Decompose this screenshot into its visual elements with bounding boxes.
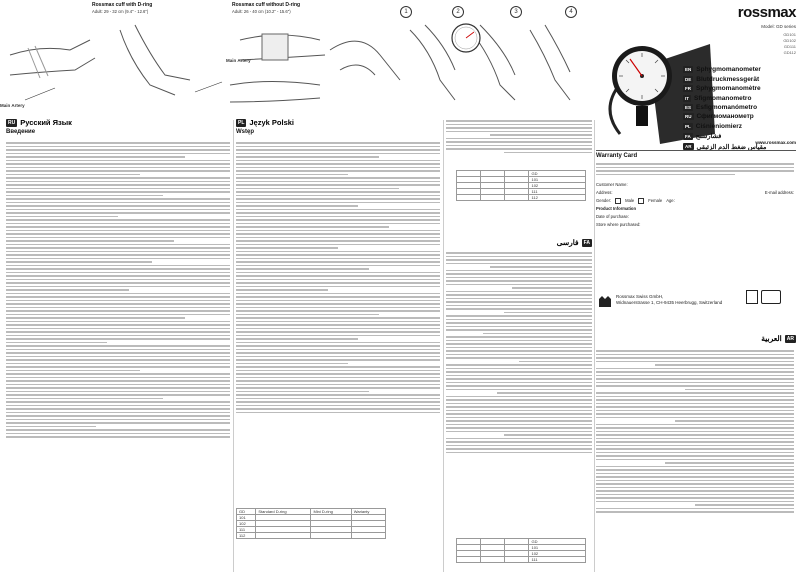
polish-model-table: GD Standard D-ring Mini D-ring Warianty 101 102 111 112 xyxy=(236,508,386,539)
product-name-list xyxy=(683,64,766,153)
russian-section-title: RU Русский Язык xyxy=(8,118,72,127)
persian-top-text xyxy=(446,118,592,155)
website-link[interactable]: www.rossmax.com xyxy=(755,140,796,145)
date-of-purchase-field[interactable]: Date of purchase: xyxy=(596,214,630,219)
brand-logo: rossmax xyxy=(737,4,796,21)
step-number: 4 xyxy=(565,6,577,18)
persian-bottom-table: GD 101 102 111 xyxy=(456,538,586,563)
polish-section xyxy=(236,118,442,573)
warranty-card xyxy=(596,150,796,281)
polish-section-title: PL Język Polski xyxy=(238,118,295,127)
step-number: 3 xyxy=(510,6,522,18)
arabic-section xyxy=(596,334,796,574)
step-number: 2 xyxy=(452,6,464,18)
product-name-ru: RU Сфигмоманометр xyxy=(685,113,754,121)
russian-intro-heading: Введение xyxy=(6,129,36,135)
russian-body-text xyxy=(6,140,230,440)
product-name-fa: FA فشارسنج xyxy=(685,133,722,141)
product-info-heading: Product Information xyxy=(596,206,637,211)
step-number: 1 xyxy=(400,6,412,18)
product-panel xyxy=(590,0,802,150)
instruction-illustration-strip xyxy=(0,0,590,118)
product-name-en: EN Sphygmomanometer xyxy=(685,66,761,74)
model-label: Model: GD series xyxy=(761,24,796,29)
russian-section xyxy=(6,118,232,573)
product-name-ar: AR مقياس ضغط الدم الزئبقي xyxy=(685,143,767,151)
warranty-form xyxy=(596,181,794,229)
product-name-es: ES Esfigmomanómetro xyxy=(685,103,758,111)
company-address: Rossmax Swiss GmbH, Widnauerstrasse 1, CH-9435 Heerbrugg, Switzerland xyxy=(616,294,723,305)
arabic-section-title: العربية AR xyxy=(761,334,794,343)
cuff-without-ring-size: Adult: 26 - 40 cm (10.2" - 15.6") xyxy=(232,9,291,14)
arm-cuff-drawings xyxy=(0,0,590,118)
manufacturer-icon xyxy=(598,294,612,308)
product-name-pl: PL Ciśnieniomierz xyxy=(685,122,742,130)
cuff-with-ring-size: Adult: 29 - 32 cm (9.4" - 12.6") xyxy=(92,9,149,14)
column-divider xyxy=(594,120,595,572)
customer-name-field[interactable]: Customer Name: xyxy=(596,182,628,187)
product-name-it: IT Sfigmomanometro xyxy=(685,94,752,102)
polish-body-text xyxy=(236,140,440,415)
regulatory-marks xyxy=(746,290,781,304)
cuff-with-ring-title: Rossmax cuff with D-ring xyxy=(92,2,153,8)
polish-intro-heading: Wstęp xyxy=(236,129,254,135)
product-name-de: DE Blutdruckmessgerät xyxy=(685,75,760,83)
column-divider xyxy=(233,120,234,572)
cuff-without-ring-title: Rossmax cuff without D-ring xyxy=(232,2,301,8)
store-field[interactable]: Store where purchased: xyxy=(596,222,641,227)
persian-body-text xyxy=(446,250,592,455)
address-field[interactable]: Address: E-mail address: xyxy=(596,190,794,195)
gender-field[interactable]: Gender: Male Female Age: xyxy=(596,198,675,203)
persian-model-table: GD 101 102 111 112 xyxy=(456,170,586,201)
ce-mark-icon xyxy=(761,290,781,304)
main-artery-label: Main Artery xyxy=(0,103,25,108)
warranty-text xyxy=(596,161,794,177)
warranty-title: Warranty Card xyxy=(596,153,638,159)
model-list: GD101 GD102 GD111 GD112 xyxy=(783,32,796,55)
persian-section xyxy=(446,118,594,573)
product-name-fr: FR Sphygmomanomètre xyxy=(685,85,761,93)
arabic-body-text xyxy=(596,348,794,515)
persian-section-title: فارسی FA xyxy=(556,238,590,247)
weee-icon xyxy=(746,290,758,304)
column-divider xyxy=(443,120,444,572)
company-block xyxy=(596,290,796,330)
main-artery-label: Main Artery xyxy=(226,58,251,63)
